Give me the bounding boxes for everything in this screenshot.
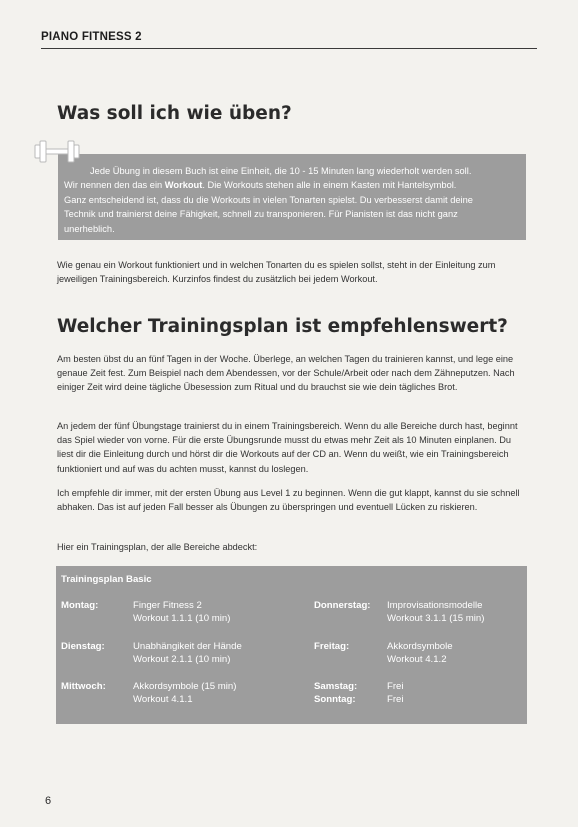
- header-rule: [41, 48, 537, 49]
- page-number: 6: [45, 795, 52, 807]
- day-friday: Freitag:: [314, 641, 350, 652]
- tuesday-line-1: Unabhängikeit der Hände: [133, 641, 242, 652]
- info-line-1: Jede Übung in diesem Buch ist eine Einheit, die 10 - 15 Minuten lang wiederholt werden soll.: [90, 166, 472, 176]
- paragraph-plan-intro: Hier ein Trainingsplan, der alle Bereiche abdeckt:: [57, 542, 258, 552]
- paragraph-training-days: An jedem der fünf Übungstage trainierst du in einem Trainingsbereich. Wenn du alle Bereiche durch hast, beginnt das Spiel wieder von vorne. Für die erste Übungsrunde musst du etwas mehr Zeit als 10 Minuten einplanen. Du liest dir die Einleitung durch und hörst dir die Workouts auf der CD an. Wenn du weißt, wie ein Trainingsbereich funktioniert und auf was du achten musst, kannst du loslegen.: [57, 421, 518, 474]
- monday-line-2: Workout 1.1.1 (10 min): [133, 613, 231, 624]
- day-wednesday: Mittwoch:: [61, 681, 106, 692]
- section-heading-training-plan: Welcher Trainingsplan ist empfehlenswert?: [57, 316, 508, 337]
- info-line-5: unerheblich.: [64, 223, 115, 234]
- info-line-4: Technik und trainierst deine Fähigkeit, schnell zu transponieren. Für Pianisten ist das nicht ganz: [64, 209, 458, 220]
- paragraph-schedule: Am besten übst du an fünf Tagen in der Woche. Überlege, an welchen Tagen du trainieren kannst, und lege eine genaue Zeit fest. Zum Beispiel nach dem Abendessen, vor der Schule/Arbeit oder nach dem Zähneputzen. Nach einiger Zeit wird deine tägliche Übesession zum Ritual und du brauchst sie wie dein tägliches Brot.: [57, 354, 515, 393]
- sunday-value: Frei: [387, 694, 404, 705]
- dumbbell-icon: [30, 136, 86, 166]
- monday-line-1: Finger Fitness 2: [133, 600, 202, 611]
- tuesday-line-2: Workout 2.1.1 (10 min): [133, 654, 231, 665]
- running-header: PIANO FITNESS 2: [41, 31, 142, 43]
- thursday-line-2: Workout 3.1.1 (15 min): [387, 613, 485, 624]
- day-tuesday: Dienstag:: [61, 641, 105, 652]
- friday-line-1: Akkordsymbole: [387, 641, 453, 652]
- day-sunday: Sonntag:: [314, 694, 356, 705]
- paragraph-recommendation: Ich empfehle dir immer, mit der ersten Übung aus Level 1 zu beginnen. Wenn die gut klappt, kannst du sie schnell abhaken. Das ist auf jeden Fall besser als Übungen zu überspringen und eventuell Lücken zu riskieren.: [57, 488, 520, 513]
- info-line-2: Wir nennen den das ein Workout. Die Workouts stehen alle in einem Kasten mit Hantelsymbol.: [64, 180, 457, 191]
- section-heading-practice: Was soll ich wie üben?: [57, 103, 292, 124]
- info-line-3: Ganz entscheidend ist, dass du die Workouts in vielen Tonarten spielst. Du verbesserst damit deine: [64, 194, 473, 205]
- thursday-line-1: Improvisationsmodelle: [387, 600, 483, 611]
- saturday-value: Frei: [387, 681, 404, 692]
- day-monday: Montag:: [61, 600, 99, 611]
- intro-paragraph: Wie genau ein Workout funktioniert und in welchen Tonarten du es spielen sollst, steht in der Einleitung zum jeweiligen Trainingsbereich. Kurzinfos findest du zusätzlich bei jedem Workout.: [57, 260, 496, 285]
- day-thursday: Donnerstag:: [314, 600, 371, 611]
- wednesday-line-2: Workout 4.1.1: [133, 694, 193, 705]
- workout-info-box: [58, 154, 526, 240]
- wednesday-line-1: Akkordsymbole (15 min): [133, 681, 237, 692]
- workout-term: Workout: [164, 180, 203, 191]
- friday-line-2: Workout 4.1.2: [387, 654, 447, 665]
- training-plan-title: Trainingsplan Basic: [61, 574, 152, 585]
- day-saturday: Samstag:: [314, 681, 358, 692]
- training-plan-box: [56, 566, 527, 724]
